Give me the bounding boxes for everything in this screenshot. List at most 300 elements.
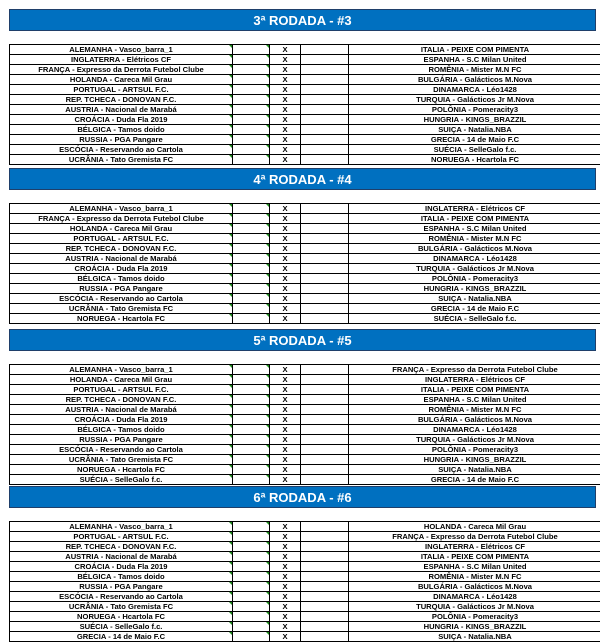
versus-cell: X (270, 264, 301, 274)
away-team-cell: BULGÁRIA - Galácticos M.Nova (349, 415, 600, 425)
table-row (10, 475, 600, 485)
home-team-cell: AUSTRIA - Nacional de Marabá (10, 405, 233, 415)
home-team-cell: BÉLGICA - Tamos doido (10, 425, 233, 435)
score-home-cell (233, 445, 270, 455)
score-away-cell (301, 445, 349, 455)
away-team-cell: TURQUIA - Galácticos Jr M.Nova (349, 602, 600, 612)
table-row (10, 552, 600, 562)
away-team-cell: BULGÁRIA - Galácticos M.Nova (349, 582, 600, 592)
score-home-cell (233, 135, 270, 145)
table-row (10, 105, 600, 115)
home-team-cell: ALEMANHA - Vasco_barra_1 (10, 45, 233, 55)
home-team-cell: CROÁCIA - Duda Fla 2019 (10, 264, 233, 274)
score-home-cell (233, 45, 270, 55)
away-team-cell: DINAMARCA - Léo1428 (349, 85, 600, 95)
home-team-cell: FRANÇA - Expresso da Derrota Futebol Clube (10, 214, 233, 224)
away-team-cell: INGLATERRA - Elétricos CF (349, 542, 600, 552)
away-team-cell: POLÔNIA - Pomeracity3 (349, 445, 600, 455)
score-away-cell (301, 244, 349, 254)
table-row (10, 204, 600, 214)
away-team-cell: ROMÊNIA - Mister M.N FC (349, 405, 600, 415)
score-home-cell (233, 365, 270, 375)
score-home-cell (233, 85, 270, 95)
home-team-cell: SUÉCIA - SelleGalo f.c. (10, 475, 233, 485)
away-team-cell: POLÔNIA - Pomeracity3 (349, 105, 600, 115)
score-home-cell (233, 274, 270, 284)
versus-cell: X (270, 522, 301, 532)
home-team-cell: AUSTRIA - Nacional de Marabá (10, 105, 233, 115)
score-away-cell (301, 385, 349, 395)
score-away-cell (301, 314, 349, 324)
table-row (10, 254, 600, 264)
table-row (10, 55, 600, 65)
table-row (10, 264, 600, 274)
home-team-cell: HOLANDA - Careca Mil Grau (10, 375, 233, 385)
score-home-cell (233, 405, 270, 415)
home-team-cell: BÉLGICA - Tamos doido (10, 125, 233, 135)
versus-cell: X (270, 125, 301, 135)
score-away-cell (301, 455, 349, 465)
score-away-cell (301, 155, 349, 165)
score-home-cell (233, 304, 270, 314)
versus-cell: X (270, 385, 301, 395)
home-team-cell: UCRÂNIA - Tato Gremista FC (10, 304, 233, 314)
table-row (10, 65, 600, 75)
score-away-cell (301, 612, 349, 622)
away-team-cell: DINAMARCA - Léo1428 (349, 592, 600, 602)
versus-cell: X (270, 145, 301, 155)
table-row (10, 135, 600, 145)
away-team-cell: TURQUIA - Galácticos Jr M.Nova (349, 95, 600, 105)
score-away-cell (301, 415, 349, 425)
away-team-cell: GRECIA - 14 de Maio F.C (349, 304, 600, 314)
versus-cell: X (270, 75, 301, 85)
home-team-cell: BÉLGICA - Tamos doido (10, 572, 233, 582)
score-home-cell (233, 244, 270, 254)
away-team-cell: HOLANDA - Careca Mil Grau (349, 522, 600, 532)
versus-cell: X (270, 65, 301, 75)
away-team-cell: ITALIA - PEIXE COM PIMENTA (349, 214, 600, 224)
away-team-cell: ITALIA - PEIXE COM PIMENTA (349, 45, 600, 55)
score-away-cell (301, 632, 349, 642)
table-row (10, 435, 600, 445)
home-team-cell: ESCÓCIA - Reservando ao Cartola (10, 294, 233, 304)
versus-cell: X (270, 632, 301, 642)
away-team-cell: SUIÇA - Natalia.NBA (349, 294, 600, 304)
versus-cell: X (270, 602, 301, 612)
versus-cell: X (270, 465, 301, 475)
table-row (10, 145, 600, 155)
versus-cell: X (270, 314, 301, 324)
away-team-cell: SUÉCIA - SelleGalo f.c. (349, 145, 600, 155)
score-away-cell (301, 365, 349, 375)
table-row (10, 125, 600, 135)
versus-cell: X (270, 55, 301, 65)
score-away-cell (301, 224, 349, 234)
versus-cell: X (270, 365, 301, 375)
score-away-cell (301, 395, 349, 405)
away-team-cell: ITALIA - PEIXE COM PIMENTA (349, 385, 600, 395)
versus-cell: X (270, 455, 301, 465)
home-team-cell: ALEMANHA - Vasco_barra_1 (10, 204, 233, 214)
score-home-cell (233, 622, 270, 632)
fixtures-table (9, 44, 600, 165)
home-team-cell: CROÁCIA - Duda Fla 2019 (10, 415, 233, 425)
score-away-cell (301, 65, 349, 75)
away-team-cell: BULGÁRIA - Galácticos M.Nova (349, 244, 600, 254)
versus-cell: X (270, 214, 301, 224)
versus-cell: X (270, 304, 301, 314)
versus-cell: X (270, 284, 301, 294)
table-row (10, 465, 600, 475)
score-away-cell (301, 622, 349, 632)
score-home-cell (233, 264, 270, 274)
score-home-cell (233, 522, 270, 532)
away-team-cell: BULGÁRIA - Galácticos M.Nova (349, 75, 600, 85)
home-team-cell: REP. TCHECA - DONOVAN F.C. (10, 244, 233, 254)
table-row (10, 445, 600, 455)
score-away-cell (301, 125, 349, 135)
score-away-cell (301, 542, 349, 552)
score-home-cell (233, 562, 270, 572)
fixtures-table (9, 203, 600, 324)
score-home-cell (233, 145, 270, 155)
versus-cell: X (270, 135, 301, 145)
round-block (9, 168, 596, 324)
table-row (10, 115, 600, 125)
score-home-cell (233, 214, 270, 224)
score-home-cell (233, 582, 270, 592)
home-team-cell: PORTUGAL - ARTSUL F.C. (10, 385, 233, 395)
score-away-cell (301, 214, 349, 224)
score-home-cell (233, 65, 270, 75)
table-row (10, 562, 600, 572)
score-home-cell (233, 542, 270, 552)
home-team-cell: ESCÓCIA - Reservando ao Cartola (10, 592, 233, 602)
versus-cell: X (270, 562, 301, 572)
home-team-cell: RUSSIA - PGA Pangare (10, 284, 233, 294)
table-row (10, 542, 600, 552)
score-away-cell (301, 582, 349, 592)
score-away-cell (301, 425, 349, 435)
away-team-cell: HUNGRIA - KINGS_BRAZZIL (349, 622, 600, 632)
versus-cell: X (270, 425, 301, 435)
versus-cell: X (270, 45, 301, 55)
score-away-cell (301, 135, 349, 145)
score-home-cell (233, 125, 270, 135)
home-team-cell: AUSTRIA - Nacional de Marabá (10, 254, 233, 264)
table-row (10, 45, 600, 55)
away-team-cell: DINAMARCA - Léo1428 (349, 425, 600, 435)
versus-cell: X (270, 294, 301, 304)
versus-cell: X (270, 475, 301, 485)
round-block (9, 329, 596, 485)
home-team-cell: ALEMANHA - Vasco_barra_1 (10, 365, 233, 375)
score-away-cell (301, 204, 349, 214)
table-row (10, 395, 600, 405)
table-row (10, 532, 600, 542)
home-team-cell: RUSSIA - PGA Pangare (10, 582, 233, 592)
home-team-cell: PORTUGAL - ARTSUL F.C. (10, 234, 233, 244)
table-row (10, 385, 600, 395)
table-row (10, 234, 600, 244)
score-away-cell (301, 145, 349, 155)
score-away-cell (301, 602, 349, 612)
home-team-cell: INGLATERRA - Elétricos CF (10, 55, 233, 65)
score-home-cell (233, 234, 270, 244)
table-row (10, 602, 600, 612)
away-team-cell: POLÔNIA - Pomeracity3 (349, 274, 600, 284)
away-team-cell: FRANÇA - Expresso da Derrota Futebol Clube (349, 532, 600, 542)
table-row (10, 455, 600, 465)
score-away-cell (301, 532, 349, 542)
score-home-cell (233, 455, 270, 465)
table-row (10, 622, 600, 632)
away-team-cell: ROMÊNIA - Mister M.N FC (349, 65, 600, 75)
table-row (10, 85, 600, 95)
score-home-cell (233, 254, 270, 264)
versus-cell: X (270, 254, 301, 264)
score-home-cell (233, 115, 270, 125)
table-row (10, 224, 600, 234)
round-header: 6ª RODADA - #6 (9, 486, 596, 508)
score-away-cell (301, 435, 349, 445)
score-home-cell (233, 415, 270, 425)
versus-cell: X (270, 622, 301, 632)
score-home-cell (233, 532, 270, 542)
score-home-cell (233, 155, 270, 165)
score-away-cell (301, 234, 349, 244)
home-team-cell: REP. TCHECA - DONOVAN F.C. (10, 395, 233, 405)
score-home-cell (233, 294, 270, 304)
away-team-cell: SUIÇA - Natalia.NBA (349, 632, 600, 642)
score-away-cell (301, 475, 349, 485)
home-team-cell: CROÁCIA - Duda Fla 2019 (10, 562, 233, 572)
home-team-cell: HOLANDA - Careca Mil Grau (10, 75, 233, 85)
away-team-cell: HUNGRIA - KINGS_BRAZZIL (349, 115, 600, 125)
score-away-cell (301, 375, 349, 385)
table-row (10, 95, 600, 105)
home-team-cell: UCRÂNIA - Tato Gremista FC (10, 602, 233, 612)
table-row (10, 522, 600, 532)
score-away-cell (301, 115, 349, 125)
score-away-cell (301, 572, 349, 582)
home-team-cell: REP. TCHECA - DONOVAN F.C. (10, 542, 233, 552)
table-row (10, 244, 600, 254)
table-row (10, 592, 600, 602)
home-team-cell: NORUEGA - Hcartola FC (10, 465, 233, 475)
score-away-cell (301, 45, 349, 55)
score-home-cell (233, 602, 270, 612)
round-header: 3ª RODADA - #3 (9, 9, 596, 31)
away-team-cell: ESPANHA - S.C Milan United (349, 55, 600, 65)
away-team-cell: ESPANHA - S.C Milan United (349, 562, 600, 572)
versus-cell: X (270, 95, 301, 105)
score-away-cell (301, 562, 349, 572)
home-team-cell: PORTUGAL - ARTSUL F.C. (10, 532, 233, 542)
score-away-cell (301, 274, 349, 284)
away-team-cell: GRECIA - 14 de Maio F.C (349, 475, 600, 485)
score-away-cell (301, 405, 349, 415)
table-row (10, 582, 600, 592)
score-away-cell (301, 105, 349, 115)
score-home-cell (233, 552, 270, 562)
score-home-cell (233, 612, 270, 622)
versus-cell: X (270, 612, 301, 622)
score-away-cell (301, 254, 349, 264)
round-header: 4ª RODADA - #4 (9, 168, 596, 190)
table-row (10, 632, 600, 642)
away-team-cell: ESPANHA - S.C Milan United (349, 395, 600, 405)
versus-cell: X (270, 375, 301, 385)
score-away-cell (301, 552, 349, 562)
away-team-cell: SUIÇA - Natalia.NBA (349, 465, 600, 475)
home-team-cell: PORTUGAL - ARTSUL F.C. (10, 85, 233, 95)
table-row (10, 214, 600, 224)
score-home-cell (233, 75, 270, 85)
score-away-cell (301, 95, 349, 105)
score-home-cell (233, 95, 270, 105)
versus-cell: X (270, 224, 301, 234)
home-team-cell: UCRÂNIA - Tato Gremista FC (10, 155, 233, 165)
score-away-cell (301, 304, 349, 314)
score-home-cell (233, 314, 270, 324)
table-row (10, 274, 600, 284)
versus-cell: X (270, 115, 301, 125)
away-team-cell: ROMÊNIA - Mister M.N FC (349, 234, 600, 244)
versus-cell: X (270, 542, 301, 552)
versus-cell: X (270, 445, 301, 455)
score-away-cell (301, 465, 349, 475)
table-row (10, 425, 600, 435)
score-away-cell (301, 522, 349, 532)
home-team-cell: FRANÇA - Expresso da Derrota Futebol Clube (10, 65, 233, 75)
versus-cell: X (270, 582, 301, 592)
score-home-cell (233, 55, 270, 65)
away-team-cell: FRANÇA - Expresso da Derrota Futebol Clube (349, 365, 600, 375)
score-home-cell (233, 284, 270, 294)
versus-cell: X (270, 274, 301, 284)
home-team-cell: HOLANDA - Careca Mil Grau (10, 224, 233, 234)
table-row (10, 612, 600, 622)
home-team-cell: RUSSIA - PGA Pangare (10, 435, 233, 445)
score-home-cell (233, 204, 270, 214)
versus-cell: X (270, 204, 301, 214)
away-team-cell: GRECIA - 14 de Maio F.C (349, 135, 600, 145)
away-team-cell: NORUEGA - Hcartola FC (349, 155, 600, 165)
score-home-cell (233, 105, 270, 115)
versus-cell: X (270, 105, 301, 115)
table-row (10, 294, 600, 304)
table-row (10, 75, 600, 85)
home-team-cell: ESCÓCIA - Reservando ao Cartola (10, 145, 233, 155)
away-team-cell: DINAMARCA - Léo1428 (349, 254, 600, 264)
score-home-cell (233, 435, 270, 445)
home-team-cell: GRECIA - 14 de Maio F.C (10, 632, 233, 642)
home-team-cell: UCRÂNIA - Tato Gremista FC (10, 455, 233, 465)
away-team-cell: INGLATERRA - Elétricos CF (349, 204, 600, 214)
versus-cell: X (270, 552, 301, 562)
versus-cell: X (270, 405, 301, 415)
away-team-cell: TURQUIA - Galácticos Jr M.Nova (349, 264, 600, 274)
away-team-cell: HUNGRIA - KINGS_BRAZZIL (349, 284, 600, 294)
versus-cell: X (270, 532, 301, 542)
score-home-cell (233, 465, 270, 475)
versus-cell: X (270, 435, 301, 445)
round-header: 5ª RODADA - #5 (9, 329, 596, 351)
table-row (10, 365, 600, 375)
home-team-cell: REP. TCHECA - DONOVAN F.C. (10, 95, 233, 105)
round-block (9, 9, 596, 165)
table-row (10, 284, 600, 294)
table-row (10, 314, 600, 324)
away-team-cell: ESPANHA - S.C Milan United (349, 224, 600, 234)
versus-cell: X (270, 155, 301, 165)
home-team-cell: CROÁCIA - Duda Fla 2019 (10, 115, 233, 125)
away-team-cell: ITALIA - PEIXE COM PIMENTA (349, 552, 600, 562)
score-home-cell (233, 375, 270, 385)
home-team-cell: ALEMANHA - Vasco_barra_1 (10, 522, 233, 532)
score-away-cell (301, 85, 349, 95)
home-team-cell: NORUEGA - Hcartola FC (10, 314, 233, 324)
away-team-cell: POLÔNIA - Pomeracity3 (349, 612, 600, 622)
versus-cell: X (270, 244, 301, 254)
score-away-cell (301, 75, 349, 85)
fixtures-table (9, 364, 600, 485)
score-home-cell (233, 385, 270, 395)
score-home-cell (233, 475, 270, 485)
away-team-cell: SUÉCIA - SelleGalo f.c. (349, 314, 600, 324)
away-team-cell: TURQUIA - Galácticos Jr M.Nova (349, 435, 600, 445)
table-row (10, 415, 600, 425)
table-row (10, 155, 600, 165)
versus-cell: X (270, 234, 301, 244)
table-row (10, 304, 600, 314)
table-row (10, 375, 600, 385)
score-home-cell (233, 425, 270, 435)
home-team-cell: RUSSIA - PGA Pangare (10, 135, 233, 145)
versus-cell: X (270, 85, 301, 95)
home-team-cell: BÉLGICA - Tamos doido (10, 274, 233, 284)
score-home-cell (233, 592, 270, 602)
score-home-cell (233, 395, 270, 405)
table-row (10, 572, 600, 582)
away-team-cell: HUNGRIA - KINGS_BRAZZIL (349, 455, 600, 465)
score-home-cell (233, 224, 270, 234)
versus-cell: X (270, 395, 301, 405)
versus-cell: X (270, 572, 301, 582)
versus-cell: X (270, 415, 301, 425)
table-row (10, 405, 600, 415)
home-team-cell: AUSTRIA - Nacional de Marabá (10, 552, 233, 562)
home-team-cell: SUÉCIA - SelleGalo f.c. (10, 622, 233, 632)
round-block (9, 486, 596, 642)
home-team-cell: ESCÓCIA - Reservando ao Cartola (10, 445, 233, 455)
score-away-cell (301, 284, 349, 294)
versus-cell: X (270, 592, 301, 602)
score-away-cell (301, 264, 349, 274)
away-team-cell: SUIÇA - Natalia.NBA (349, 125, 600, 135)
score-home-cell (233, 572, 270, 582)
away-team-cell: ROMÊNIA - Mister M.N FC (349, 572, 600, 582)
score-home-cell (233, 632, 270, 642)
away-team-cell: INGLATERRA - Elétricos CF (349, 375, 600, 385)
score-away-cell (301, 294, 349, 304)
fixtures-table (9, 521, 600, 642)
home-team-cell: NORUEGA - Hcartola FC (10, 612, 233, 622)
score-away-cell (301, 55, 349, 65)
score-away-cell (301, 592, 349, 602)
